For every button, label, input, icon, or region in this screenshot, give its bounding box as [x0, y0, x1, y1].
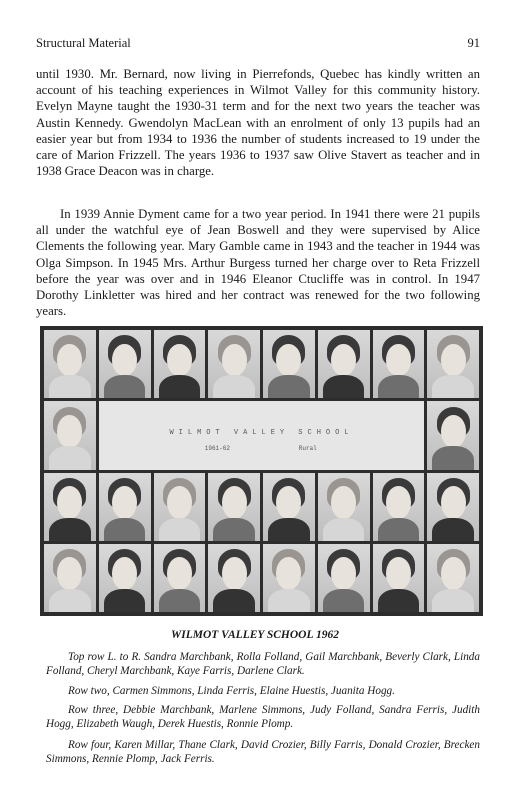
caption-row-four: Row four, Karen Millar, Thane Clark, David Crozier, Billy Farris, Donald Crozier, Brecken Simmons, Rennie Plomp, Jack Ferris.	[46, 739, 480, 766]
student-portrait	[263, 330, 315, 398]
body-paragraph-1: until 1930. Mr. Bernard, now living in Pierrefonds, Quebec has kindly written an account of his teaching experiences in Wilmot Valley for this community history. Evelyn Mayne taught the 1930-31 term and for the next two years the teacher was Austin Kennedy. Gwendolyn MacLean with an enrolment of only 13 pupils had an easier year but from 1934 to 1936 the number of students increased to 19 under the care of Marion Frizzell. The years 1936 to 1937 saw Olive Stavert as teacher and in 1938 Grace Deacon was in charge.	[36, 67, 480, 179]
student-portrait	[263, 544, 315, 612]
caption-row-two: Row two, Carmen Simmons, Linda Ferris, Elaine Huestis, Juanita Hogg.	[68, 685, 395, 697]
student-portrait	[318, 330, 370, 398]
student-portrait	[99, 544, 151, 612]
student-portrait	[318, 473, 370, 541]
student-portrait	[99, 473, 151, 541]
student-portrait	[154, 544, 206, 612]
student-portrait	[427, 544, 479, 612]
page-number: 91	[467, 36, 480, 50]
student-portrait	[373, 330, 425, 398]
body-paragraph-2: In 1939 Annie Dyment came for a two year period. In 1941 there were 21 pupils all under the watchful eye of Jean Boswell and they were supervised by Alice Clements the following year. Mary Gamble came in 1943 and the teacher in 1944 was Olga Simpson. In 1945 Mrs. Arthur Burgess turned her charge over to Reta Frizzell before the year was over and in 1946 Eleanor Ctucliffe was in control. In 1947 Dorothy Linkletter was hired and her contract was renewed for the two following years.	[36, 207, 480, 319]
student-portrait	[99, 330, 151, 398]
student-portrait	[154, 330, 206, 398]
caption-row-three: Row three, Debbie Marchbank, Marlene Simmons, Judy Folland, Sandra Ferris, Judith Hogg, Elizabeth Waugh, Derek Huestis, Ronnie Plomp.	[46, 704, 480, 731]
student-portrait	[373, 544, 425, 612]
student-portrait	[427, 330, 479, 398]
student-portrait	[427, 473, 479, 541]
plaque-grade: Rural	[298, 445, 317, 453]
school-name-plaque	[99, 401, 425, 469]
class-photo-composite	[40, 326, 483, 616]
student-portrait	[44, 544, 96, 612]
student-portrait	[208, 330, 260, 398]
caption-top-row: Top row L. to R. Sandra Marchbank, Rolla Folland, Gail Marchbank, Beverly Clark, Linda Folland, Cheryl Marchbank, Kaye Farris, Darlene Clark.	[46, 651, 480, 678]
student-portrait	[44, 473, 96, 541]
plaque-school-name: WILMOT VALLEY SCHOOL	[169, 429, 354, 438]
running-header-title: Structural Material	[36, 36, 131, 50]
student-portrait	[44, 330, 96, 398]
photo-caption-title: WILMOT VALLEY SCHOOL 1962	[171, 629, 339, 641]
plaque-years: 1961-62	[204, 445, 230, 453]
student-portrait	[373, 473, 425, 541]
student-portrait	[44, 401, 96, 469]
student-portrait	[427, 401, 479, 469]
student-portrait	[154, 473, 206, 541]
student-portrait	[208, 473, 260, 541]
student-portrait	[208, 544, 260, 612]
student-portrait	[263, 473, 315, 541]
student-portrait	[318, 544, 370, 612]
